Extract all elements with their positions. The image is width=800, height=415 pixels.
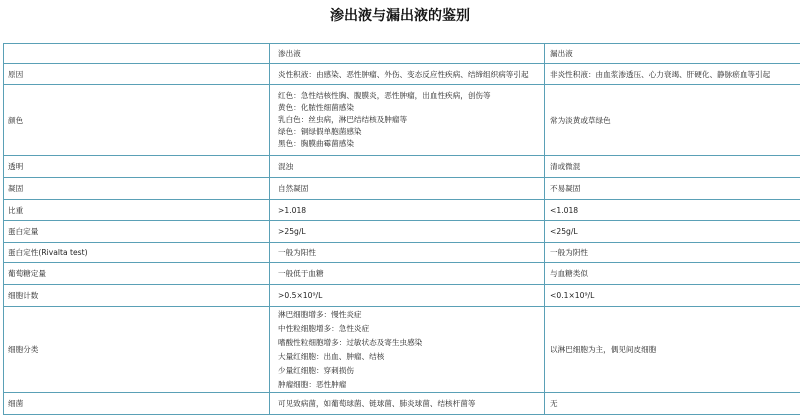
exudate-cell: 自然凝固	[270, 178, 545, 200]
cell-line: 绿色：铜绿假单胞菌感染	[278, 126, 540, 138]
row-label: 葡萄糖定量	[4, 263, 270, 285]
cell-line: 淋巴细胞增多：慢性炎症	[278, 308, 540, 322]
exudate-cell: 炎性积液：由感染、恶性肿瘤、外伤、变态反应性疾病、结缔组织病等引起	[270, 64, 545, 85]
transudate-cell: 与血糖类似	[545, 263, 800, 285]
table-header-row	[4, 44, 800, 64]
transudate-cell: 非炎性积液：由血浆渗透压、心力衰竭、肝硬化、静脉瘀血等引起	[545, 64, 800, 85]
row-label: 透明	[4, 156, 270, 178]
cell-line: 黄色：化脓性细菌感染	[278, 102, 540, 114]
table-row	[4, 221, 800, 243]
exudate-cell: 可见致病菌，如葡萄球菌、链球菌、肺炎球菌、结核杆菌等	[270, 393, 545, 415]
transudate-cell: 以淋巴细胞为主，偶见间皮细胞	[545, 307, 800, 393]
table-row	[4, 285, 800, 307]
cell-line: 中性粒细胞增多：急性炎症	[278, 322, 540, 336]
exudate-cell: >0.5×10⁹/L	[270, 285, 545, 307]
header-cell-transudate: 漏出液	[545, 44, 800, 64]
cell-line: 大量红细胞：出血、肿瘤、结核	[278, 350, 540, 364]
transudate-cell: 无	[545, 393, 800, 415]
table-row	[4, 156, 800, 178]
table-row	[4, 200, 800, 221]
row-label: 比重	[4, 200, 270, 221]
comparison-table	[3, 43, 800, 415]
row-label: 凝固	[4, 178, 270, 200]
row-label: 细胞计数	[4, 285, 270, 307]
page-title: 渗出液与漏出液的鉴别	[0, 0, 800, 30]
header-cell-exudate: 渗出液	[270, 44, 545, 64]
exudate-cell: 一般为阳性	[270, 243, 545, 263]
table-row	[4, 64, 800, 85]
cell-line: 黑色：胸膜曲霉菌感染	[278, 138, 540, 150]
transudate-cell: 不易凝固	[545, 178, 800, 200]
table-row	[4, 243, 800, 263]
cell-line: 乳白色：丝虫病，淋巴结结核及肿瘤等	[278, 114, 540, 126]
row-label: 细菌	[4, 393, 270, 415]
header-cell-label	[4, 44, 270, 64]
transudate-cell: <1.018	[545, 200, 800, 221]
transudate-cell: 一般为阴性	[545, 243, 800, 263]
table-row	[4, 307, 800, 393]
transudate-cell: 常为淡黄或草绿色	[545, 85, 800, 156]
table-row	[4, 178, 800, 200]
row-label: 蛋白定性(Rivalta test)	[4, 243, 270, 263]
exudate-cell	[270, 85, 545, 156]
transudate-cell: <25g/L	[545, 221, 800, 243]
cell-line: 嗜酸性粒细胞增多：过敏状态及寄生虫感染	[278, 336, 540, 350]
table-row	[4, 263, 800, 285]
exudate-cell: >25g/L	[270, 221, 545, 243]
exudate-cell: 一般低于血糖	[270, 263, 545, 285]
row-label: 细胞分类	[4, 307, 270, 393]
transudate-cell: <0.1×10⁹/L	[545, 285, 800, 307]
table-row	[4, 393, 800, 415]
row-label: 颜色	[4, 85, 270, 156]
row-label: 蛋白定量	[4, 221, 270, 243]
transudate-cell: 清或微混	[545, 156, 800, 178]
exudate-cell: 混浊	[270, 156, 545, 178]
exudate-cell	[270, 307, 545, 393]
row-label: 原因	[4, 64, 270, 85]
cell-line: 少量红细胞：穿刺损伤	[278, 364, 540, 378]
exudate-cell: >1.018	[270, 200, 545, 221]
table-row	[4, 85, 800, 156]
cell-line: 红色：急性结核性胸、腹膜炎，恶性肿瘤，出血性疾病，创伤等	[278, 90, 540, 102]
cell-line: 肿瘤细胞：恶性肿瘤	[278, 378, 540, 392]
